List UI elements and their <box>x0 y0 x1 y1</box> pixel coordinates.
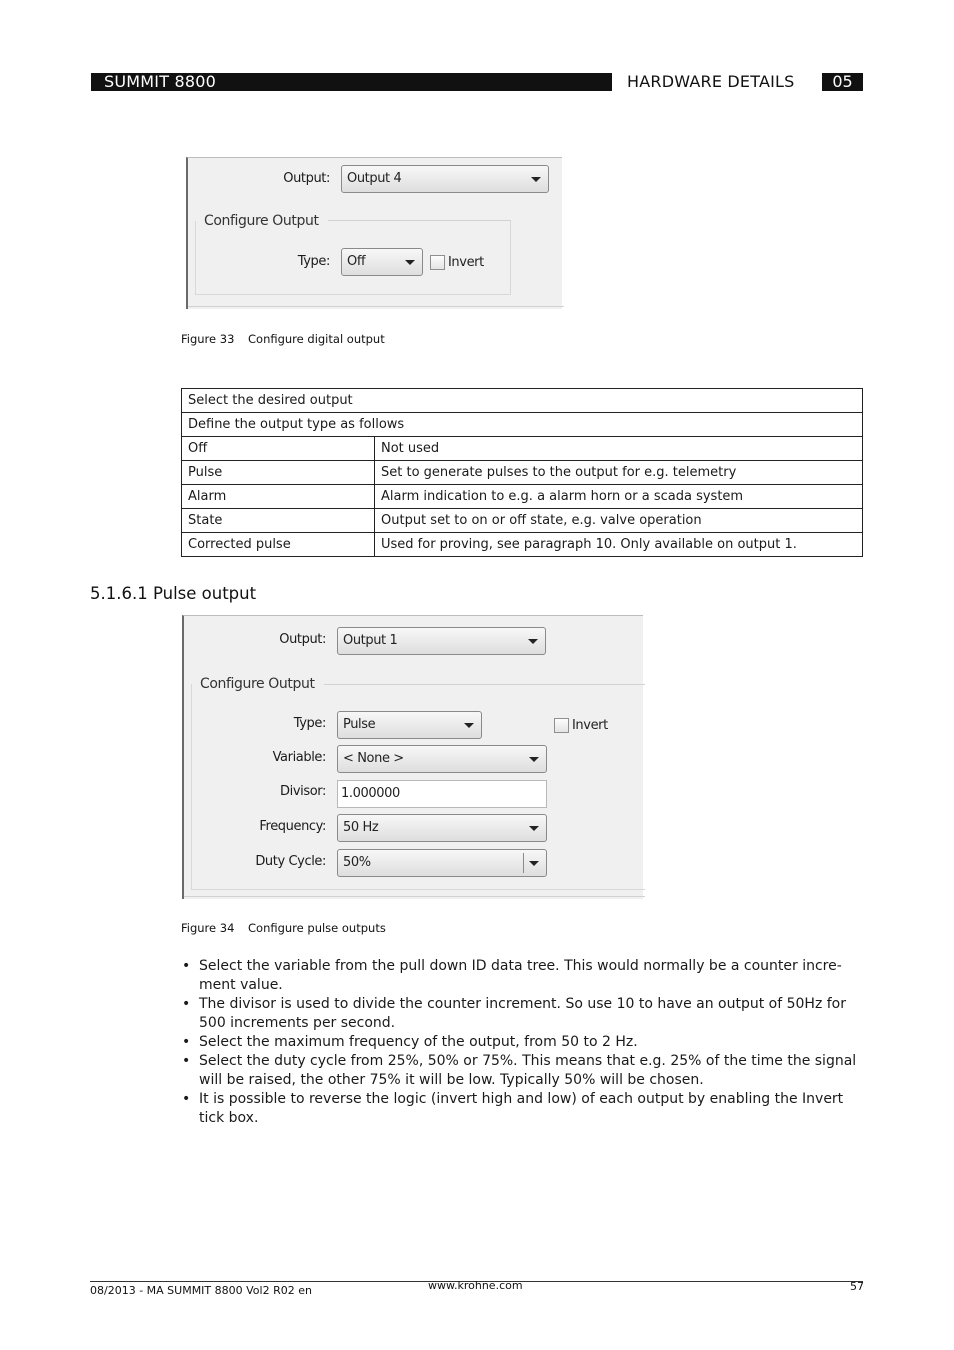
variable-label: Variable: <box>272 750 326 765</box>
output-select[interactable] <box>341 165 549 193</box>
invert-label: Invert <box>572 718 608 733</box>
chevron-down-icon <box>529 826 539 831</box>
header-section-title: HARDWARE DETAILS <box>627 72 795 91</box>
table-cell-term: Corrected pulse <box>182 533 375 557</box>
footer-page-number: 57 <box>850 1280 864 1293</box>
header-product: SUMMIT 8800 <box>104 72 216 91</box>
chevron-down-icon <box>529 861 539 866</box>
list-item: • Select the duty cycle from 25%, 50% or 75%. This means that e.g. 25% of the time the signal will be raised, the other 75% it will be low. Typically 50% will be chosen. <box>181 1052 861 1090</box>
table-row <box>182 509 863 533</box>
invert-checkbox[interactable] <box>554 718 569 733</box>
figure-number: Figure 33 <box>181 332 235 346</box>
dropdown-divider <box>523 853 524 873</box>
header-chapter-number: 05 <box>822 73 863 91</box>
table-row <box>182 437 863 461</box>
header-product-bar <box>91 73 612 91</box>
configure-output-group-title: Configure Output <box>204 213 319 229</box>
footer-website: www.krohne.com <box>428 1279 523 1292</box>
frequency-select[interactable] <box>337 814 547 842</box>
group-divider <box>328 220 511 221</box>
figure-caption-text: Configure digital output <box>248 332 385 346</box>
table-cell-term: Off <box>182 437 375 461</box>
chevron-down-icon <box>528 639 538 644</box>
divisor-label: Divisor: <box>280 784 326 799</box>
chevron-down-icon <box>464 723 474 728</box>
type-label: Type: <box>293 716 326 731</box>
table-row <box>182 413 863 437</box>
output-select[interactable] <box>337 627 546 655</box>
variable-select[interactable] <box>337 745 547 773</box>
panel-bottom-divider <box>184 896 645 897</box>
frequency-select-value: 50 Hz <box>343 820 379 835</box>
section-heading: 5.1.6.1 Pulse output <box>90 584 257 603</box>
invert-checkbox[interactable] <box>430 255 445 270</box>
duty-cycle-select-value: 50% <box>343 855 371 870</box>
table-row <box>182 389 863 413</box>
instruction-list <box>181 957 861 1128</box>
table-cell-term: Pulse <box>182 461 375 485</box>
output-label: Output: <box>283 171 330 186</box>
figure-34-caption <box>181 921 386 935</box>
figure-number: Figure 34 <box>181 921 235 935</box>
duty-cycle-label: Duty Cycle: <box>255 854 326 869</box>
chevron-down-icon <box>529 757 539 762</box>
type-label: Type: <box>297 254 330 269</box>
list-item: • Select the maximum frequency of the output, from 50 to 2 Hz. <box>181 1033 861 1052</box>
table-cell-desc: Set to generate pulses to the output for e.g. telemetry <box>375 461 863 485</box>
type-select[interactable] <box>341 248 423 276</box>
table-cell-desc: Not used <box>375 437 863 461</box>
output-select-value: Output 4 <box>347 171 402 186</box>
type-select-value: Off <box>347 254 366 269</box>
footer-document-id: 08/2013 - MA SUMMIT 8800 Vol2 R02 en <box>90 1284 312 1297</box>
duty-cycle-select[interactable] <box>337 849 547 877</box>
table-cell: Select the desired output <box>182 389 863 413</box>
table-cell: Define the output type as follows <box>182 413 863 437</box>
invert-label: Invert <box>448 255 484 270</box>
table-row <box>182 485 863 509</box>
figure-33-caption <box>181 332 385 346</box>
table-row <box>182 533 863 557</box>
output-type-table <box>181 388 863 557</box>
chevron-down-icon <box>405 260 415 265</box>
table-cell-desc: Used for proving, see paragraph 10. Only available on output 1. <box>375 533 863 557</box>
table-cell-term: State <box>182 509 375 533</box>
table-row <box>182 461 863 485</box>
type-select-value: Pulse <box>343 717 376 732</box>
variable-select-value: < None > <box>343 751 404 766</box>
frequency-label: Frequency: <box>259 819 326 834</box>
configure-output-group-title: Configure Output <box>200 676 315 692</box>
type-select[interactable] <box>337 711 482 739</box>
figure-caption-text: Configure pulse outputs <box>248 921 386 935</box>
table-cell-desc: Output set to on or off state, e.g. valve operation <box>375 509 863 533</box>
list-item: • Select the variable from the pull down ID data tree. This would normally be a counter incre-ment value. <box>181 957 861 995</box>
figure-34-screenshot <box>182 615 643 899</box>
chevron-down-icon <box>531 177 541 182</box>
divisor-input[interactable]: 1.000000 <box>337 780 547 808</box>
output-label: Output: <box>279 632 326 647</box>
panel-bottom-divider <box>188 306 564 307</box>
list-item: • The divisor is used to divide the counter increment. So use 10 to have an output of 50Hz for 500 increments per second. <box>181 995 861 1033</box>
table-cell-term: Alarm <box>182 485 375 509</box>
list-item: • It is possible to reverse the logic (invert high and low) of each output by enabling the Invert tick box. <box>181 1090 861 1128</box>
output-select-value: Output 1 <box>343 633 398 648</box>
table-cell-desc: Alarm indication to e.g. a alarm horn or a scada system <box>375 485 863 509</box>
figure-33-screenshot <box>186 157 562 309</box>
